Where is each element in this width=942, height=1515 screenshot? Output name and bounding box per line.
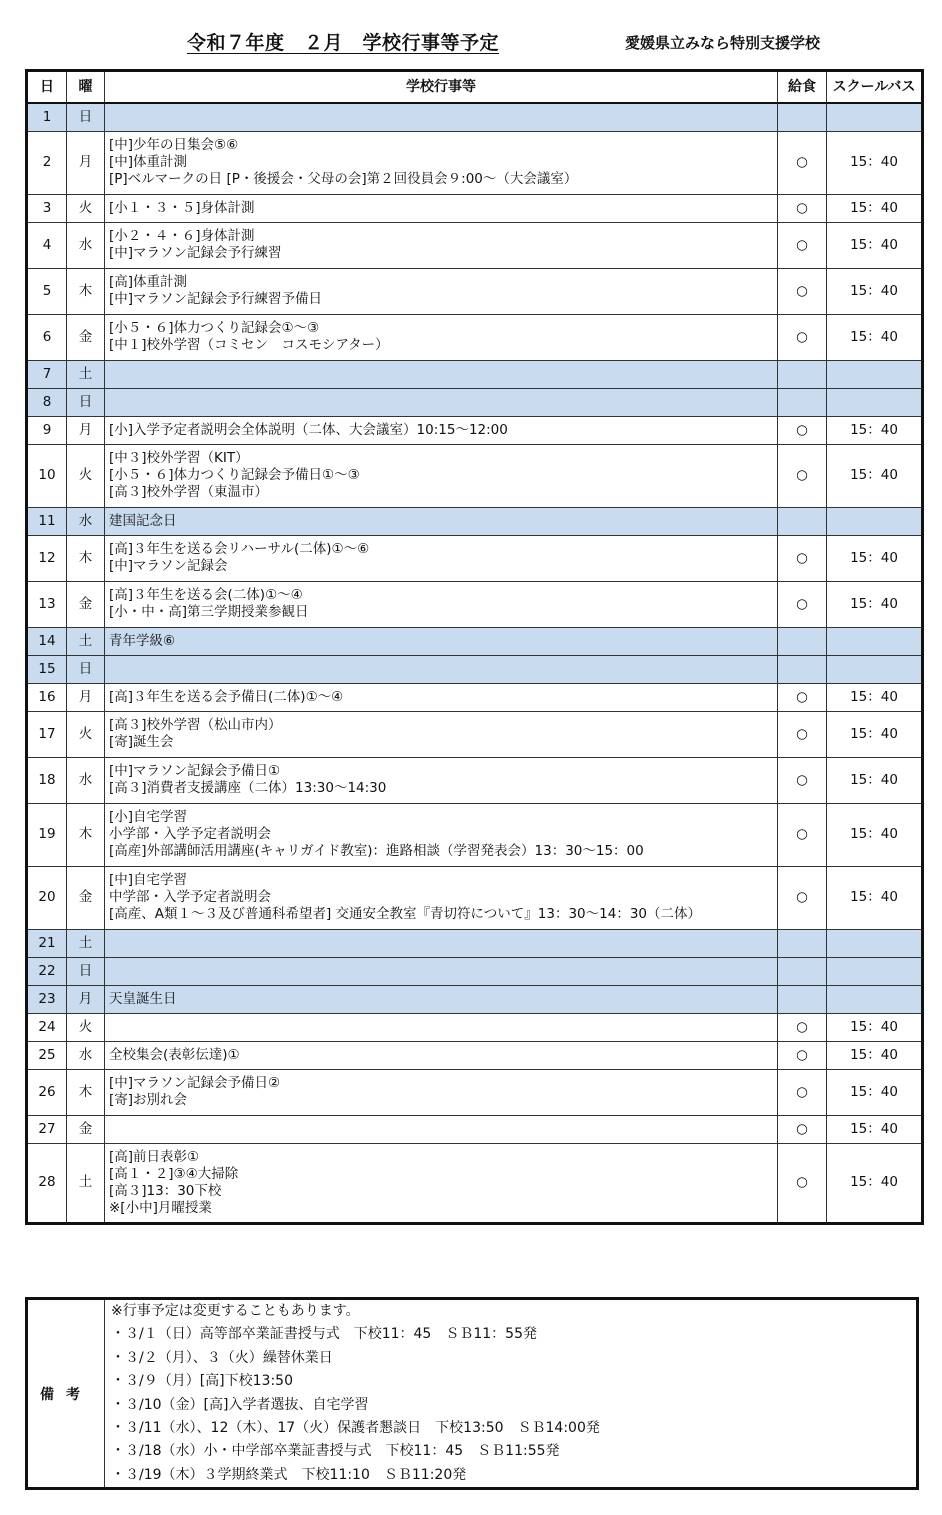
table-row bbox=[27, 1041, 923, 1069]
events-cell bbox=[105, 757, 778, 803]
table-row bbox=[27, 388, 923, 416]
weekday-cell: 水 bbox=[67, 507, 105, 535]
table-row bbox=[27, 268, 923, 314]
note-line: ・３/10（金）[高]入学者選抜、自宅学習 bbox=[111, 1396, 369, 1413]
table-row bbox=[27, 929, 923, 957]
day-cell: 26 bbox=[27, 1069, 67, 1115]
lunch-cell bbox=[778, 507, 827, 535]
weekday-cell: 水 bbox=[67, 757, 105, 803]
events-cell bbox=[105, 103, 778, 131]
school-bus-cell: 15：40 bbox=[827, 314, 923, 360]
day-cell: 4 bbox=[27, 222, 67, 268]
table-header-row bbox=[27, 71, 923, 104]
table-row bbox=[27, 1115, 923, 1143]
weekday-cell: 金 bbox=[67, 314, 105, 360]
events-cell bbox=[105, 268, 778, 314]
lunch-cell bbox=[778, 985, 827, 1013]
day-cell: 2 bbox=[27, 131, 67, 194]
lunch-cell: ○ bbox=[778, 268, 827, 314]
weekday-cell: 土 bbox=[67, 360, 105, 388]
lunch-cell: ○ bbox=[778, 314, 827, 360]
lunch-cell: ○ bbox=[778, 416, 827, 444]
weekday-cell: 木 bbox=[67, 803, 105, 866]
event-line: [高産、A類１～３及び普通科希望者] 交通安全教室『青切符について』13：30～14：30（二体） bbox=[109, 906, 702, 922]
weekday-cell: 水 bbox=[67, 1041, 105, 1069]
events-cell bbox=[105, 535, 778, 581]
event-line: [高]３年生を送る会リハーサル(二体)①～⑥ bbox=[109, 541, 370, 557]
event-line: [高３]13：30下校 bbox=[109, 1182, 222, 1199]
event-line: [高３]校外学習（松山市内） bbox=[109, 717, 282, 733]
lunch-cell bbox=[778, 957, 827, 985]
day-cell: 11 bbox=[27, 507, 67, 535]
table-row bbox=[27, 507, 923, 535]
day-cell: 10 bbox=[27, 444, 67, 507]
lunch-cell: ○ bbox=[778, 131, 827, 194]
lunch-cell bbox=[778, 929, 827, 957]
events-cell bbox=[105, 222, 778, 268]
events-cell bbox=[105, 683, 778, 711]
lunch-cell: ○ bbox=[778, 1013, 827, 1041]
weekday-cell: 日 bbox=[67, 957, 105, 985]
lunch-cell: ○ bbox=[778, 1069, 827, 1115]
event-line: [小]自宅学習 bbox=[109, 809, 188, 825]
table-row bbox=[27, 103, 923, 131]
events-cell bbox=[105, 957, 778, 985]
school-bus-cell: 15：40 bbox=[827, 268, 923, 314]
table-row bbox=[27, 866, 923, 929]
notes-body bbox=[105, 1299, 918, 1489]
column-header-school-bus: スクールバス bbox=[827, 71, 923, 104]
day-cell: 13 bbox=[27, 581, 67, 627]
lunch-cell: ○ bbox=[778, 866, 827, 929]
note-line: ・３/18（水）小・中学部卒業証書授与式 下校11：45 ＳＢ11:55発 bbox=[111, 1443, 560, 1460]
school-bus-cell bbox=[827, 388, 923, 416]
day-cell: 3 bbox=[27, 194, 67, 222]
column-header-events: 学校行事等 bbox=[105, 71, 778, 104]
event-line: [小５・６]体力つくり記録会①～③ bbox=[109, 320, 320, 336]
day-cell: 25 bbox=[27, 1041, 67, 1069]
event-line: [寄]お別れ会 bbox=[109, 1092, 188, 1108]
table-row bbox=[27, 416, 923, 444]
lunch-cell bbox=[778, 103, 827, 131]
event-line: 中学部・入学予定者説明会 bbox=[109, 889, 271, 905]
notes-row bbox=[27, 1299, 918, 1489]
lunch-cell bbox=[778, 655, 827, 683]
event-line: [小２・４・６]身体計測 bbox=[109, 228, 255, 244]
school-bus-cell: 15：40 bbox=[827, 416, 923, 444]
weekday-cell: 土 bbox=[67, 1143, 105, 1223]
school-bus-cell bbox=[827, 957, 923, 985]
event-line: [高]３年生を送る会(二体)①～④ bbox=[109, 587, 303, 603]
lunch-cell bbox=[778, 388, 827, 416]
day-cell: 16 bbox=[27, 683, 67, 711]
school-bus-cell: 15：40 bbox=[827, 683, 923, 711]
day-cell: 17 bbox=[27, 711, 67, 757]
event-line: 天皇誕生日 bbox=[109, 990, 177, 1007]
school-bus-cell bbox=[827, 985, 923, 1013]
lunch-cell: ○ bbox=[778, 1143, 827, 1223]
event-line: [小・中・高]第三学期授業参観日 bbox=[109, 604, 309, 620]
weekday-cell: 木 bbox=[67, 1069, 105, 1115]
events-cell bbox=[105, 985, 778, 1013]
lunch-cell: ○ bbox=[778, 683, 827, 711]
column-header-lunch: 給食 bbox=[778, 71, 827, 104]
event-line: [中]マラソン記録会予備日① bbox=[109, 763, 281, 779]
event-line: 全校集会(表彰伝達)① bbox=[109, 1046, 240, 1063]
table-row bbox=[27, 803, 923, 866]
table-row bbox=[27, 655, 923, 683]
school-bus-cell: 15：40 bbox=[827, 866, 923, 929]
event-line: [中]マラソン記録会 bbox=[109, 558, 228, 574]
weekday-cell: 火 bbox=[67, 711, 105, 757]
note-line: ・３/19（木）３学期終業式 下校11:10 ＳＢ11:20発 bbox=[111, 1466, 467, 1483]
school-bus-cell: 15：40 bbox=[827, 131, 923, 194]
events-cell bbox=[105, 131, 778, 194]
table-row bbox=[27, 360, 923, 388]
school-name: 愛媛県立みなら特別支援学校 bbox=[625, 34, 821, 52]
event-line: [小５・６]体力つくり記録会予備日①～③ bbox=[109, 467, 360, 483]
school-bus-cell: 15：40 bbox=[827, 1013, 923, 1041]
table-row bbox=[27, 535, 923, 581]
table-row bbox=[27, 444, 923, 507]
day-cell: 28 bbox=[27, 1143, 67, 1223]
event-line: [中]マラソン記録会予備日② bbox=[109, 1075, 281, 1091]
event-line: [中]マラソン記録会予行練習 bbox=[109, 245, 282, 261]
events-cell bbox=[105, 1013, 778, 1041]
day-cell: 23 bbox=[27, 985, 67, 1013]
table-row bbox=[27, 1069, 923, 1115]
event-line: [高]３年生を送る会予備日(二体)①～④ bbox=[109, 688, 344, 705]
weekday-cell: 火 bbox=[67, 444, 105, 507]
table-row bbox=[27, 1013, 923, 1041]
events-cell bbox=[105, 1069, 778, 1115]
day-cell: 20 bbox=[27, 866, 67, 929]
table-row bbox=[27, 711, 923, 757]
school-bus-cell bbox=[827, 627, 923, 655]
table-row bbox=[27, 757, 923, 803]
day-cell: 19 bbox=[27, 803, 67, 866]
lunch-cell: ○ bbox=[778, 194, 827, 222]
lunch-cell: ○ bbox=[778, 444, 827, 507]
event-line: 建国記念日 bbox=[109, 512, 177, 529]
weekday-cell: 月 bbox=[67, 131, 105, 194]
day-cell: 5 bbox=[27, 268, 67, 314]
event-line: [高産]外部講師活用講座(キャリガイド教室)：進路相談（学習発表会）13：30～15：00 bbox=[109, 843, 644, 859]
weekday-cell: 水 bbox=[67, 222, 105, 268]
day-cell: 12 bbox=[27, 535, 67, 581]
note-line: ・３/11（水）、12（木）、17（火）保護者懇談日 下校13:50 ＳＢ14:00発 bbox=[111, 1419, 600, 1436]
table-row bbox=[27, 627, 923, 655]
weekday-cell: 月 bbox=[67, 985, 105, 1013]
note-line: ・３/２（月）、３（火）繰替休業日 bbox=[111, 1349, 333, 1366]
table-row bbox=[27, 131, 923, 194]
school-bus-cell: 15：40 bbox=[827, 757, 923, 803]
events-cell bbox=[105, 1115, 778, 1143]
event-line: [中３]校外学習（KIT） bbox=[109, 450, 249, 466]
table-row bbox=[27, 194, 923, 222]
events-cell bbox=[105, 388, 778, 416]
lunch-cell: ○ bbox=[778, 803, 827, 866]
table-row bbox=[27, 1143, 923, 1223]
event-line: [高３]校外学習（東温市） bbox=[109, 484, 269, 500]
events-cell bbox=[105, 929, 778, 957]
weekday-cell: 火 bbox=[67, 194, 105, 222]
weekday-cell: 日 bbox=[67, 103, 105, 131]
page-title: 令和７年度 ２月 学校行事等予定 bbox=[187, 32, 500, 54]
school-bus-cell: 15：40 bbox=[827, 1041, 923, 1069]
lunch-cell bbox=[778, 627, 827, 655]
events-cell bbox=[105, 866, 778, 929]
table-row bbox=[27, 222, 923, 268]
day-cell: 22 bbox=[27, 957, 67, 985]
weekday-cell: 木 bbox=[67, 268, 105, 314]
lunch-cell bbox=[778, 360, 827, 388]
event-line: 小学部・入学予定者説明会 bbox=[109, 826, 271, 842]
events-cell bbox=[105, 1041, 778, 1069]
school-bus-cell: 15：40 bbox=[827, 1143, 923, 1223]
day-cell: 18 bbox=[27, 757, 67, 803]
school-bus-cell bbox=[827, 360, 923, 388]
lunch-cell: ○ bbox=[778, 222, 827, 268]
lunch-cell: ○ bbox=[778, 1115, 827, 1143]
school-bus-cell bbox=[827, 929, 923, 957]
weekday-cell: 月 bbox=[67, 416, 105, 444]
event-line: [高３]消費者支援講座（二体）13:30～14:30 bbox=[109, 780, 387, 796]
events-cell bbox=[105, 711, 778, 757]
event-line: 青年学級⑥ bbox=[109, 632, 176, 649]
column-header-weekday: 曜 bbox=[67, 71, 105, 104]
weekday-cell: 火 bbox=[67, 1013, 105, 1041]
weekday-cell: 金 bbox=[67, 866, 105, 929]
event-line: [P]ベルマークの日 [P・後援会・父母の会]第２回役員会９:00～（大会議室） bbox=[109, 171, 578, 187]
school-bus-cell bbox=[827, 507, 923, 535]
day-cell: 7 bbox=[27, 360, 67, 388]
weekday-cell: 日 bbox=[67, 655, 105, 683]
notes-label: 備考 bbox=[27, 1299, 105, 1489]
weekday-cell: 月 bbox=[67, 683, 105, 711]
day-cell: 14 bbox=[27, 627, 67, 655]
lunch-cell: ○ bbox=[778, 581, 827, 627]
day-cell: 6 bbox=[27, 314, 67, 360]
table-row bbox=[27, 957, 923, 985]
event-line: [中]マラソン記録会予行練習予備日 bbox=[109, 291, 323, 307]
schedule-table bbox=[25, 69, 924, 1225]
school-bus-cell bbox=[827, 655, 923, 683]
schedule-body bbox=[27, 103, 923, 1223]
column-header-day: 日 bbox=[27, 71, 67, 104]
school-bus-cell: 15：40 bbox=[827, 1069, 923, 1115]
weekday-cell: 日 bbox=[67, 388, 105, 416]
event-line: [高１・２]③④大掃除 bbox=[109, 1165, 239, 1182]
weekday-cell: 木 bbox=[67, 535, 105, 581]
table-row bbox=[27, 581, 923, 627]
day-cell: 15 bbox=[27, 655, 67, 683]
school-bus-cell: 15：40 bbox=[827, 711, 923, 757]
day-cell: 21 bbox=[27, 929, 67, 957]
weekday-cell: 金 bbox=[67, 581, 105, 627]
event-line: [中]体重計測 bbox=[109, 154, 188, 170]
school-bus-cell bbox=[827, 103, 923, 131]
table-row bbox=[27, 314, 923, 360]
event-line: ※[小中]月曜授業 bbox=[109, 1199, 212, 1216]
event-line: [中]自宅学習 bbox=[109, 872, 188, 888]
day-cell: 27 bbox=[27, 1115, 67, 1143]
weekday-cell: 土 bbox=[67, 929, 105, 957]
events-cell bbox=[105, 803, 778, 866]
event-line: [寄]誕生会 bbox=[109, 734, 174, 750]
event-line: [小]入学予定者説明会全体説明（二体、大会議室）10:15～12:00 bbox=[109, 421, 508, 438]
lunch-cell: ○ bbox=[778, 757, 827, 803]
events-cell bbox=[105, 655, 778, 683]
lunch-cell: ○ bbox=[778, 1041, 827, 1069]
lunch-cell: ○ bbox=[778, 711, 827, 757]
events-cell bbox=[105, 314, 778, 360]
events-cell bbox=[105, 507, 778, 535]
note-line: ・３/９（月）[高]下校13:50 bbox=[111, 1373, 293, 1390]
table-row bbox=[27, 683, 923, 711]
note-line: ・３/１（日）高等部卒業証書授与式 下校11：45 ＳＢ11：55発 bbox=[111, 1326, 537, 1343]
school-bus-cell: 15：40 bbox=[827, 803, 923, 866]
table-row bbox=[27, 985, 923, 1013]
events-cell bbox=[105, 581, 778, 627]
note-line: ※行事予定は変更することもあります。 bbox=[111, 1303, 360, 1319]
weekday-cell: 土 bbox=[67, 627, 105, 655]
day-cell: 8 bbox=[27, 388, 67, 416]
school-bus-cell: 15：40 bbox=[827, 535, 923, 581]
weekday-cell: 金 bbox=[67, 1115, 105, 1143]
school-bus-cell: 15：40 bbox=[827, 194, 923, 222]
event-line: [高]前日表彰① bbox=[109, 1148, 200, 1165]
event-line: [中]少年の日集会⑤⑥ bbox=[109, 137, 239, 153]
notes-table bbox=[25, 1297, 919, 1490]
day-cell: 9 bbox=[27, 416, 67, 444]
event-line: [高]体重計測 bbox=[109, 274, 188, 290]
page-header bbox=[0, 26, 942, 56]
school-bus-cell: 15：40 bbox=[827, 1115, 923, 1143]
school-bus-cell: 15：40 bbox=[827, 444, 923, 507]
events-cell bbox=[105, 1143, 778, 1223]
events-cell bbox=[105, 416, 778, 444]
lunch-cell: ○ bbox=[778, 535, 827, 581]
event-line: [中１]校外学習（コミセン コスモシアター） bbox=[109, 337, 389, 353]
day-cell: 24 bbox=[27, 1013, 67, 1041]
school-bus-cell: 15：40 bbox=[827, 581, 923, 627]
school-bus-cell: 15：40 bbox=[827, 222, 923, 268]
events-cell bbox=[105, 627, 778, 655]
event-line: [小１・３・５]身体計測 bbox=[109, 199, 255, 216]
day-cell: 1 bbox=[27, 103, 67, 131]
events-cell bbox=[105, 194, 778, 222]
events-cell bbox=[105, 444, 778, 507]
events-cell bbox=[105, 360, 778, 388]
